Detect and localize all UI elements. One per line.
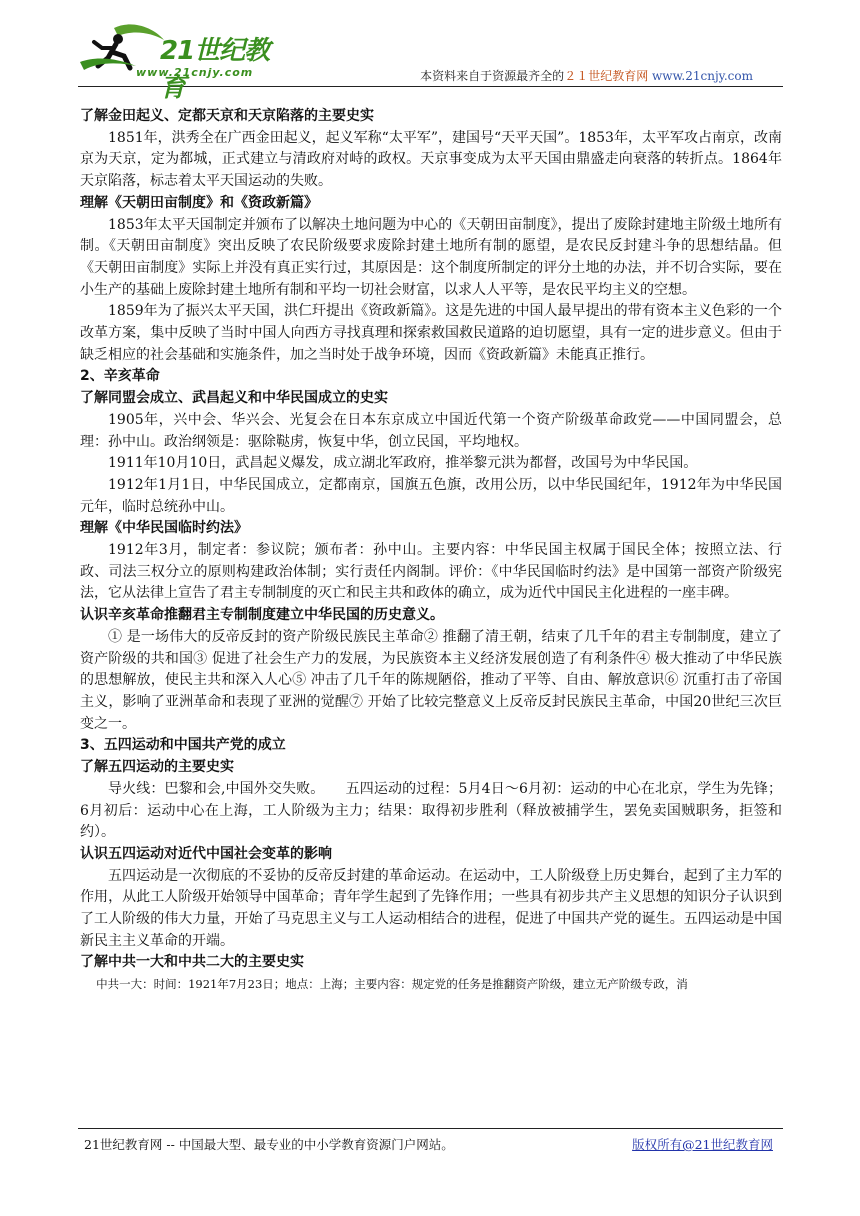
body-paragraph: 1859年为了振兴太平天国，洪仁玕提出《资政新篇》。这是先进的中国人最早提出的带有资本主义色彩的一个改革方案，集中反映了当时中国人向西方寻找真理和探索救国救民道路的迫切愿望，具有一定的进步意义。但由于缺乏相应的社会基础和实施条件，加之当时处于战争环境，因而《资政新篇》未能真正推行。: [80, 303, 782, 363]
section-heading: 理解《天朝田亩制度》和《资政新篇》: [80, 194, 318, 211]
header-note-prefix: 本资料来自于资源最齐全的: [420, 69, 565, 83]
section-heading: 理解《中华民国临时约法》: [80, 520, 248, 537]
body-paragraph: 1912年3月，制定者：参议院；颁布者：孙中山。主要内容：中华民国主权属于国民全体；按照立法、行政、司法三权分立的原则构建政治体制；实行责任内阁制。评价：《中华民国临时约法》是中国第一部资产阶级宪法，它从法律上宣告了君主专制制度的灭亡和民主共和政体的确立，成为近代中国民主化进程的一座丰碑。: [80, 542, 782, 602]
section-heading: 了解金田起义、定都天京和天京陷落的主要史实: [80, 108, 374, 124]
body-paragraph-truncated: 中共一大：时间：1921年7月23日；地点：上海；主要内容：规定党的任务是推翻资产阶级，建立无产阶级专政，消: [96, 977, 688, 992]
body-paragraph: 1911年10月10日，武昌起义爆发，成立湖北军政府，推举黎元洪为都督，改国号为中华民国。: [108, 455, 698, 472]
body-paragraph: 1912年1月1日，中华民国成立，定都南京，国旗五色旗，改用公历，以中华民国纪年，1912年为中华民国元年，临时总统孙中山。: [80, 476, 782, 515]
section-heading: 了解中共一大和中共二大的主要史实: [80, 954, 304, 971]
footer-copyright-link[interactable]: 版权所有@21世纪教育网: [632, 1137, 773, 1152]
header-url-link[interactable]: www.21cnjy.com: [652, 69, 753, 83]
section-heading: 认识五四运动对近代中国社会变革的影响: [80, 845, 332, 862]
section-heading: 了解五四运动的主要史实: [80, 759, 234, 776]
body-paragraph: 导火线：巴黎和会,中国外交失败。 五四运动的过程：5月4日～6月初：运动的中心在北京，学生为先锋；6月初后：运动中心在上海，工人阶级为主力；结果：取得初步胜利（释放被捕学生，罢免卖国贼职务，拒签和约）。: [80, 780, 782, 841]
logo-url: www.21cnjy.com: [136, 66, 254, 79]
footer-tagline: 21世纪教育网 -- 中国最大型、最专业的中小学教育资源门户网站。: [84, 1137, 454, 1152]
body-paragraph: 五四运动是一次彻底的不妥协的反帝反封建的革命运动。在运动中，工人阶级登上历史舞台，起到了主力军的作用，从此工人阶级开始领导中国革命；青年学生起到了先锋作用；一些具有初步共产主义思想的知识分子认识到了工人阶级的伟大力量，开始了马克思主义与工人运动相结合的进程，促进了中国共产党的诞生。五四运动是中国新民主主义革命的开端。: [80, 867, 782, 949]
header-note: [420, 67, 753, 84]
page-header: [78, 22, 783, 103]
body-paragraph: 1853年太平天国制定并颁布了以解决土地问题为中心的《天朝田亩制度》，提出了废除封建地主阶级土地所有制。《天朝田亩制度》突出反映了农民阶级要求废除封建土地所有制的愿望，是农民反封建斗争的思想结晶。但《天朝田亩制度》实际上并没有真正实行过，其原因是：这个制度所制定的评分土地的办法，并不切合实际，要在小生产的基础上废除封建土地所有制和平均一切社会财富，以求人人平等，是农民平均主义的空想。: [80, 216, 782, 298]
page-footer: [78, 1128, 783, 1152]
section-heading: 2、辛亥革命: [80, 368, 160, 385]
section-heading: 了解同盟会成立、武昌起义和中华民国成立的史实: [80, 390, 388, 407]
section-heading: 3、五四运动和中国共产党的成立: [80, 737, 286, 754]
site-logo[interactable]: [78, 22, 288, 103]
body-paragraph: ① 是一场伟大的反帝反封的资产阶级民族民主革命② 推翻了清王朝，结束了几千年的君主专制制度，建立了资产阶级的共和国③ 促进了社会生产力的发展，为民族资本主义经济发展创造了有利条件④ 极大推动了中华民族的思想解放，使民主共和深入人心⑤ 冲击了几千年的陈规陋俗，推动了平等、自由、解放意识⑥ 沉重打击了帝国主义，影响了亚洲革命和表现了亚洲的觉醒⑦ 开始了比较完整意义上反帝反封民族民主革命，中国20世纪三次巨变之一。: [80, 628, 782, 732]
document-body: [80, 106, 782, 996]
body-paragraph: 1905年，兴中会、华兴会、光复会在日本东京成立中国近代第一个资产阶级革命政党——中国同盟会，总理：孙中山。政治纲领是：驱除鞑虏，恢复中华，创立民国，平均地权。: [80, 411, 782, 450]
header-brand-link[interactable]: ２１世纪教育网: [564, 69, 649, 83]
body-paragraph: 1851年，洪秀全在广西金田起义，起义军称“太平军”，建国号“天平天国”。1853年，太平军攻占南京，改南京为天京，定为都城，正式建立与清政府对峙的政权。天京事变成为太平天国由鼎盛走向衰落的转折点。1864年天京陷落，标志着太平天国运动的失败。: [80, 129, 782, 190]
logo-wordmark: 21世纪教育: [160, 36, 270, 103]
section-heading: 认识辛亥革命推翻君主专制制度建立中华民国的历史意义。: [80, 607, 444, 624]
